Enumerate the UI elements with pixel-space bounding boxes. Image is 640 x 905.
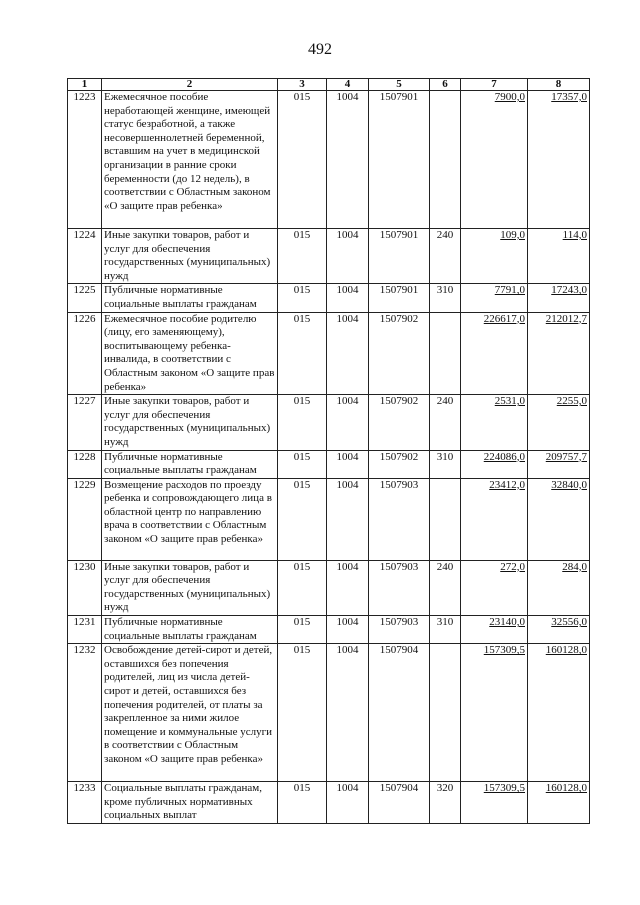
- row-section-code: 1004: [327, 478, 369, 560]
- row-amount-col7: [461, 229, 528, 284]
- row-target-article: 1507902: [369, 312, 430, 395]
- row-amount-col8-value: 17357,0: [551, 91, 587, 103]
- row-amount-col8-value: 32840,0: [551, 478, 587, 491]
- row-amount-col8: [528, 782, 590, 824]
- row-target-article: 1507903: [369, 616, 430, 644]
- row-number: 1231: [68, 616, 102, 644]
- row-amount-col7: [461, 450, 528, 478]
- row-amount-col8: [528, 450, 590, 478]
- row-number: 1223: [68, 91, 102, 229]
- row-amount-col7: [461, 284, 528, 312]
- row-amount-col8-value: 2255,0: [556, 395, 587, 408]
- row-section-code: 1004: [327, 284, 369, 312]
- row-amount-col7: [461, 616, 528, 644]
- row-section-code: 1004: [327, 560, 369, 615]
- row-amount-col8: [528, 312, 590, 395]
- row-amount-col7-value: 2531,0: [494, 395, 525, 408]
- row-section-code: 1004: [327, 229, 369, 284]
- table-row: [68, 616, 590, 644]
- row-section-code: 1004: [327, 312, 369, 395]
- row-expense-type: [430, 644, 461, 782]
- row-target-article: 1507904: [369, 782, 430, 824]
- row-amount-col8-value: 17243,0: [551, 284, 587, 297]
- row-ministry-code: 015: [278, 91, 327, 229]
- row-description: Публичные нормативные социальные выплаты гражданам: [102, 616, 278, 644]
- row-amount-col8-value: 209757,7: [545, 450, 587, 463]
- row-amount-col7: [461, 91, 528, 229]
- column-header-2: 2: [102, 79, 278, 91]
- row-amount-col8-value: 284,0: [562, 560, 587, 573]
- row-amount-col7: [461, 312, 528, 395]
- row-amount-col7-value: 224086,0: [483, 450, 525, 463]
- row-description: Освобождение детей-сирот и детей, оставшихся без попечения родителей, лиц из числа детей-сирот и детей, оставшихся без попечения родителей, от платы за закрепленное за ними жилое помещение и коммунальные услуги в соответствии с Областным законом «О защите прав ребенка»: [102, 644, 278, 782]
- row-description: Публичные нормативные социальные выплаты гражданам: [102, 450, 278, 478]
- row-number: 1226: [68, 312, 102, 395]
- row-number: 1233: [68, 782, 102, 824]
- page-number: 492: [308, 41, 332, 58]
- row-section-code: 1004: [327, 395, 369, 450]
- row-amount-col7-value: 157309,5: [483, 782, 525, 795]
- table-row: [68, 450, 590, 478]
- row-target-article: 1507904: [369, 644, 430, 782]
- row-ministry-code: 015: [278, 782, 327, 824]
- row-amount-col7-value: 109,0: [500, 229, 525, 241]
- row-number: 1232: [68, 644, 102, 782]
- row-description: Публичные нормативные социальные выплаты гражданам: [102, 284, 278, 312]
- row-ministry-code: 015: [278, 560, 327, 615]
- row-section-code: 1004: [327, 91, 369, 229]
- row-number: 1230: [68, 560, 102, 615]
- row-amount-col7-value: 272,0: [500, 560, 525, 573]
- row-section-code: 1004: [327, 644, 369, 782]
- row-amount-col7: [461, 644, 528, 782]
- row-amount-col7-value: 226617,0: [483, 312, 525, 325]
- row-description: Ежемесячное пособие родителю (лицу, его заменяющему), воспитывающему ребенка-инвалида, в соответствии с Областным законом «О защите прав ребенка»: [102, 312, 278, 395]
- row-ministry-code: 015: [278, 284, 327, 312]
- row-number: 1229: [68, 478, 102, 560]
- row-ministry-code: 015: [278, 450, 327, 478]
- row-number: 1227: [68, 395, 102, 450]
- row-target-article: 1507903: [369, 560, 430, 615]
- row-amount-col8: [528, 91, 590, 229]
- row-amount-col7-value: 23412,0: [489, 478, 525, 491]
- row-description: Ежемесячное пособие неработающей женщине, имеющей статус безработной, а также несовершеннолетней беременной, вставшим на учет в медицинской организации в ранние сроки беременности (до 12 недель), в соответствии с Областным законом «О защите прав ребенка»: [102, 91, 278, 229]
- row-amount-col7-value: 157309,5: [483, 644, 525, 657]
- row-amount-col7: [461, 395, 528, 450]
- row-ministry-code: 015: [278, 229, 327, 284]
- table-row: [68, 478, 590, 560]
- row-description: Иные закупки товаров, работ и услуг для обеспечения государственных (муниципальных) нужд: [102, 229, 278, 284]
- row-section-code: 1004: [327, 450, 369, 478]
- header-row: [68, 79, 590, 91]
- row-amount-col8: [528, 395, 590, 450]
- row-description: Социальные выплаты гражданам, кроме публичных нормативных социальных выплат: [102, 782, 278, 824]
- table-row: [68, 560, 590, 615]
- column-header-1: 1: [68, 79, 102, 91]
- row-amount-col8: [528, 560, 590, 615]
- row-expense-type: 240: [430, 560, 461, 615]
- row-expense-type: 310: [430, 616, 461, 644]
- row-number: 1224: [68, 229, 102, 284]
- column-header-7: 7: [461, 79, 528, 91]
- row-description: Возмещение расходов по проезду ребенка и сопровождающего лица в областной центр по направлению врача в соответствии с Областным законом «О защите прав ребенка»: [102, 478, 278, 560]
- row-amount-col8-value: 32556,0: [551, 616, 587, 629]
- row-ministry-code: 015: [278, 395, 327, 450]
- table-row: [68, 395, 590, 450]
- row-expense-type: 310: [430, 284, 461, 312]
- row-ministry-code: 015: [278, 312, 327, 395]
- row-amount-col8: [528, 478, 590, 560]
- row-amount-col7: [461, 560, 528, 615]
- row-ministry-code: 015: [278, 478, 327, 560]
- row-number: 1225: [68, 284, 102, 312]
- table-header: [68, 79, 590, 91]
- row-expense-type: [430, 91, 461, 229]
- table-row: [68, 229, 590, 284]
- row-amount-col7-value: 7900,0: [494, 91, 525, 103]
- row-target-article: 1507902: [369, 395, 430, 450]
- row-expense-type: [430, 478, 461, 560]
- row-description: Иные закупки товаров, работ и услуг для обеспечения государственных (муниципальных) нужд: [102, 395, 278, 450]
- row-target-article: 1507901: [369, 284, 430, 312]
- row-amount-col8: [528, 229, 590, 284]
- table-row: [68, 284, 590, 312]
- row-target-article: 1507901: [369, 91, 430, 229]
- row-expense-type: 320: [430, 782, 461, 824]
- row-amount-col8-value: 160128,0: [545, 782, 587, 795]
- row-amount-col8-value: 114,0: [562, 229, 587, 241]
- row-description: Иные закупки товаров, работ и услуг для обеспечения государственных (муниципальных) нужд: [102, 560, 278, 615]
- row-target-article: 1507902: [369, 450, 430, 478]
- row-target-article: 1507903: [369, 478, 430, 560]
- row-amount-col7: [461, 478, 528, 560]
- table-row: [68, 782, 590, 824]
- row-amount-col8: [528, 644, 590, 782]
- column-header-4: 4: [327, 79, 369, 91]
- row-expense-type: [430, 312, 461, 395]
- row-expense-type: 240: [430, 229, 461, 284]
- row-amount-col8: [528, 284, 590, 312]
- row-number: 1228: [68, 450, 102, 478]
- row-ministry-code: 015: [278, 616, 327, 644]
- table-row: [68, 312, 590, 395]
- column-header-5: 5: [369, 79, 430, 91]
- row-expense-type: 310: [430, 450, 461, 478]
- row-amount-col8: [528, 616, 590, 644]
- row-amount-col7: [461, 782, 528, 824]
- row-expense-type: 240: [430, 395, 461, 450]
- row-ministry-code: 015: [278, 644, 327, 782]
- row-section-code: 1004: [327, 782, 369, 824]
- table-row: [68, 644, 590, 782]
- table-row: [68, 91, 590, 229]
- column-header-6: 6: [430, 79, 461, 91]
- row-amount-col8-value: 160128,0: [545, 644, 587, 657]
- column-header-8: 8: [528, 79, 590, 91]
- row-amount-col8-value: 212012,7: [545, 312, 587, 325]
- row-amount-col7-value: 23140,0: [489, 616, 525, 629]
- budget-table: [67, 78, 590, 824]
- table-body: [68, 91, 590, 824]
- column-header-3: 3: [278, 79, 327, 91]
- row-section-code: 1004: [327, 616, 369, 644]
- row-amount-col7-value: 7791,0: [494, 284, 525, 297]
- row-target-article: 1507901: [369, 229, 430, 284]
